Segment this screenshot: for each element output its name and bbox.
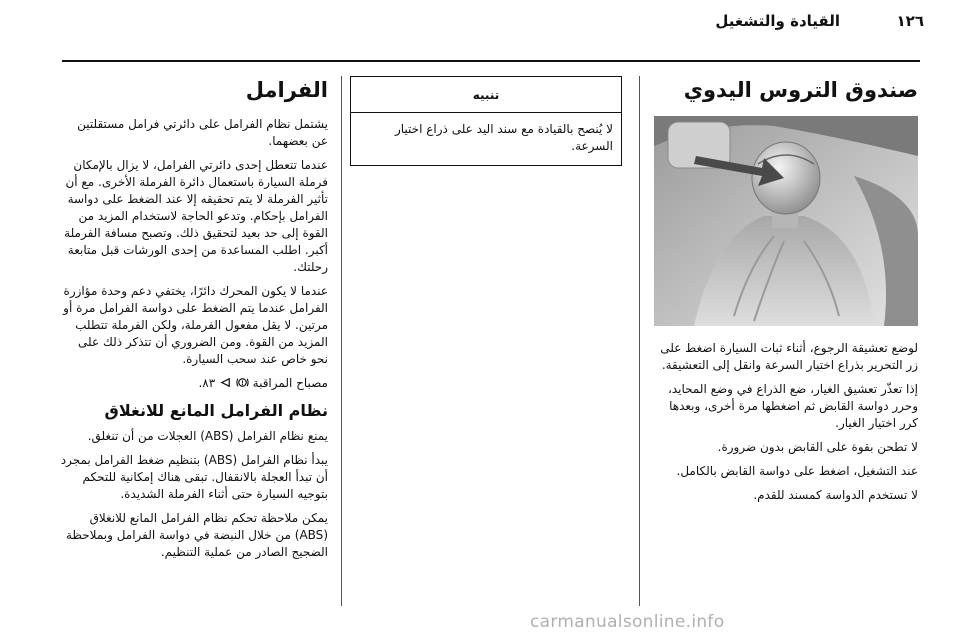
caution-title: تنبيه bbox=[351, 77, 621, 113]
watermark: carmanualsonline.info bbox=[530, 612, 725, 632]
manual-gearbox-section bbox=[654, 76, 918, 511]
brake-lamp-reference: مصباح المراقبة ! ٨٣. bbox=[198, 376, 328, 390]
page-reference-arrow-icon bbox=[219, 376, 232, 389]
brake-lamp-page-ref: ٨٣ bbox=[202, 376, 216, 390]
pedal-footrest-text: لا تستخدم الدواسة كمسند للقدم. bbox=[753, 488, 918, 502]
brakes-section bbox=[60, 76, 328, 568]
caution-box bbox=[350, 76, 622, 166]
column-divider-left bbox=[341, 76, 342, 606]
gear-shift-photo bbox=[654, 116, 918, 326]
clutch-warning-text: لا تطحن بقوة على القابض بدون ضرورة. bbox=[717, 440, 918, 454]
page-header bbox=[0, 10, 960, 44]
abs-regulation-text: يبدأ نظام الفرامل (ABS) بتنظيم ضغط الفرامل بمجرد أن تبدأ العجلة بالانقفال. تبقى هناك إمكانية للتحكم بتوجيه السيارة حتى أثناء الفرملة الشديدة. bbox=[60, 453, 328, 501]
reverse-gear-text: لوضع تعشيقة الرجوع، أثناء ثبات السيارة اضغط على زر التحرير بذراع اختيار السرعة وانقل إلى التعشيقة. bbox=[660, 341, 918, 372]
caution-text: لا يُنصح بالقيادة مع سند اليد على ذراع اختيار السرعة. bbox=[394, 122, 613, 153]
section-title-abs: نظام الفرامل المانع للانغلاق bbox=[104, 401, 328, 420]
svg-text:!: ! bbox=[240, 379, 244, 387]
abs-pulse-text: يمكن ملاحظة تحكم نظام الفرامل المانع للانغلاق (ABS) من خلال النبضة في دواسة الفرامل وبملاحظة الضجيج الصادر من عملية التنظيم. bbox=[65, 511, 328, 559]
gear-knob-illustration bbox=[654, 116, 918, 326]
page-number: ١٢٦ bbox=[896, 12, 924, 30]
abs-intro-text: يمنع نظام الفرامل (ABS) العجلات من أن تنغلق. bbox=[87, 429, 328, 443]
gear-engage-text: إذا تعذّر تعشيق الغيار، ضع الذراع في وضع المحايد، وحرر دواسة القابض ثم اضغطها مرة أخرى، وبعدها كرر اختيار الغيار. bbox=[667, 382, 918, 430]
brake-warning-lamp-icon bbox=[236, 376, 249, 389]
section-title-brakes: الفرامل bbox=[245, 78, 328, 102]
header-divider bbox=[62, 60, 920, 62]
caution-column bbox=[350, 76, 622, 166]
brake-circuit-failure-text: عندما تتعطل إحدى دائرتي الفرامل، لا يزال بالإمكان فرملة السيارة باستعمال دائرة الفرملة الأخرى. مع أن تأثير الفرملة لا يتم تحقيقه إلا عند الضغط على دواسة الفرامل بإحكام. وتدعو الحاجة لاستخدام المزيد من القوة إلى حد بعيد لتحقيق ذلك. وتصبح مسافة الفرملة أكبر. اطلب المساعدة من إحدى الورشات قبل متابعة رحلتك. bbox=[64, 158, 328, 274]
column-divider-right bbox=[639, 76, 640, 606]
brake-lamp-label: مصباح المراقبة bbox=[252, 376, 328, 390]
chapter-title: القيادة والتشغيل bbox=[715, 12, 840, 30]
section-title-manual-gearbox: صندوق التروس اليدوي bbox=[683, 78, 918, 102]
brakes-intro-text: يشتمل نظام الفرامل على دائرتي فرامل مستقلتين عن بعضهما. bbox=[77, 117, 328, 148]
clutch-start-text: عند التشغيل، اضغط على دواسة القابض بالكامل. bbox=[676, 464, 918, 478]
brake-servo-text: عندما لا يكون المحرك دائرًا، يختفي دعم وحدة مؤازرة الفرامل عندما يتم الضغط على دواسة الفرامل مرة أو مرتين. لا يقل مفعول الفرملة، ولكن الفرملة تتطلب المزيد من القوة. ومن الضروري أن تتذكر ذلك على نحو خاص عند سحب السيارة. bbox=[63, 284, 328, 366]
